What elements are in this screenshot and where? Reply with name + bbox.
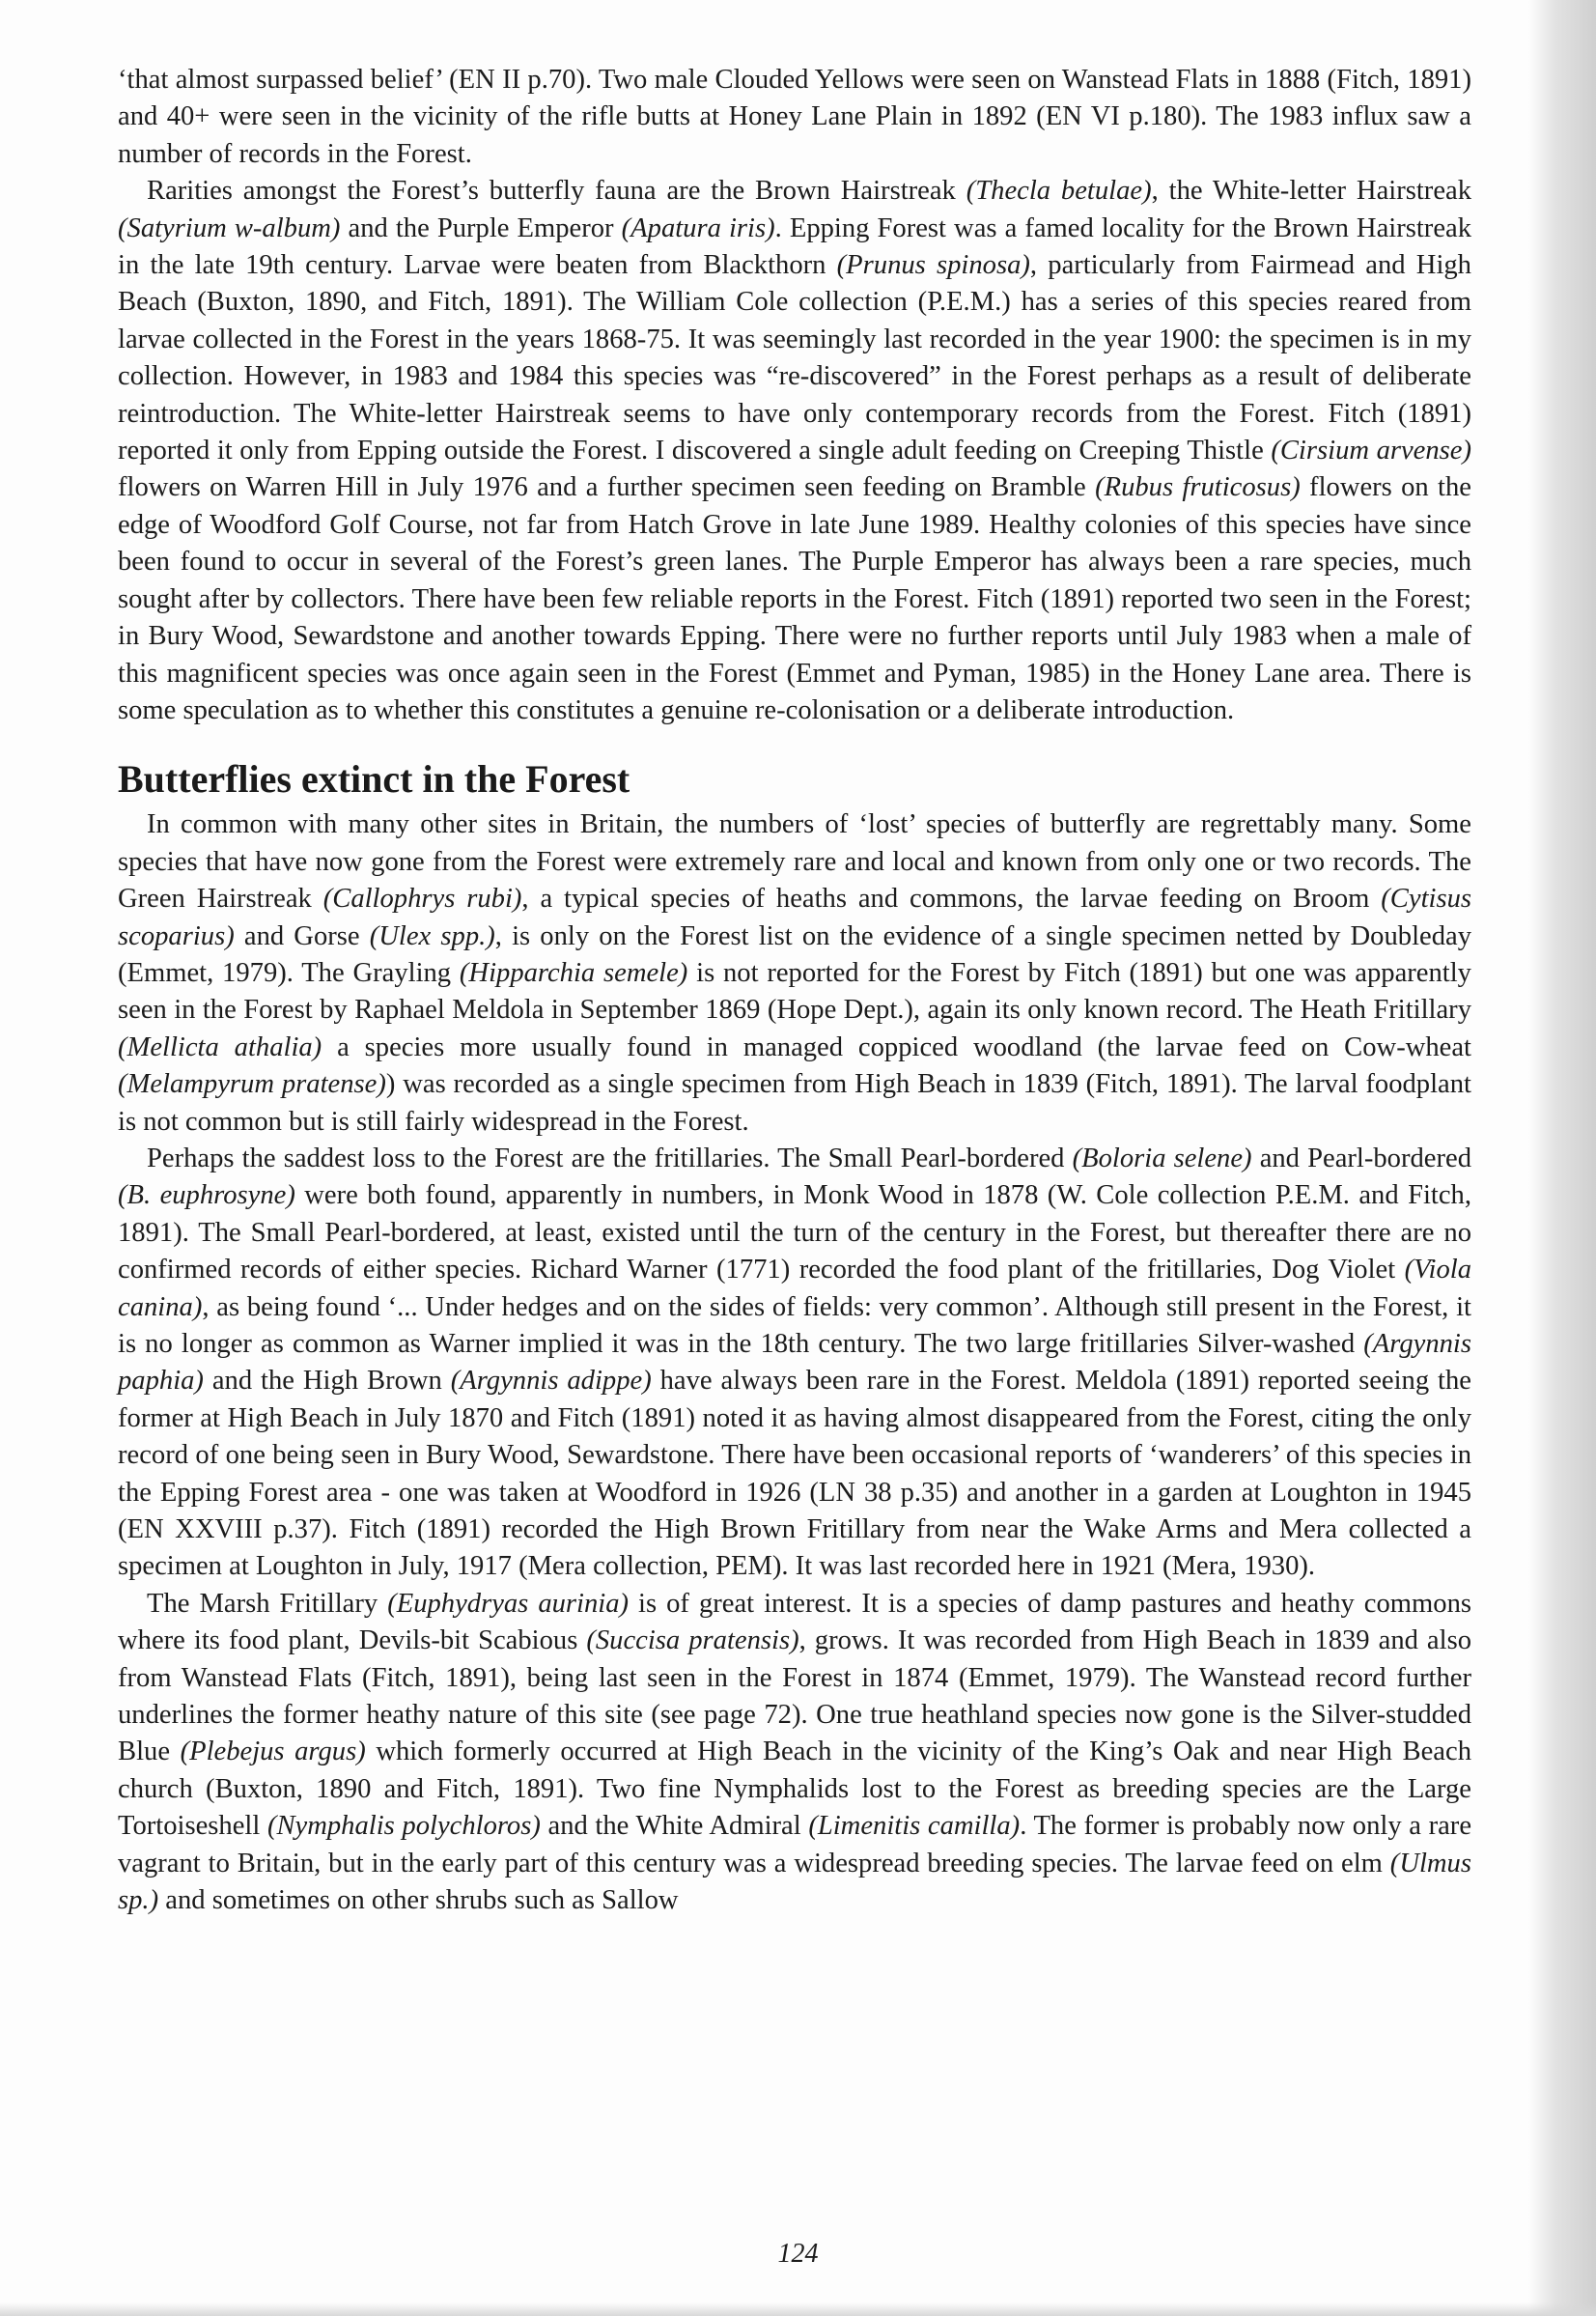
paragraph-text: , the White-letter Hairstreak xyxy=(1151,176,1471,207)
species-name: (Prunus spinosa) xyxy=(836,250,1030,281)
species-name: (Rubus fruticosus) xyxy=(1095,472,1301,503)
paragraph-text: and Pearl-bordered xyxy=(1251,1143,1471,1173)
species-name: (Cytisus scoparius) xyxy=(118,884,1472,951)
paragraph-text: . The former is probably now only a rare vagrant to Britain, but in the early part of this century was a widespread breeding species. The larvae feed on elm xyxy=(118,1811,1472,1878)
species-name: (Limenitis camilla) xyxy=(808,1811,1021,1842)
species-name: (Plebejus argus) xyxy=(180,1737,366,1767)
species-name: (Nymphalis polychloros) xyxy=(266,1811,541,1842)
species-name: (Mellicta athalia) xyxy=(118,1031,322,1062)
paragraph-text: which formerly occurred at High Beach in the vicinity of the King’s Oak and near High Beach church (Buxton, 1890 and Fitch, 1891). Two fine Nymphalids lost to the Forest as breeding species are the Large Tortoiseshell xyxy=(118,1737,1471,1842)
species-name: (B. euphrosyne) xyxy=(118,1180,295,1211)
page-number: 124 xyxy=(777,2239,819,2269)
paragraph-text: and the White Admiral xyxy=(540,1811,809,1842)
species-name: (Boloria selene) xyxy=(1072,1143,1252,1173)
paragraph-text: have always been rare in the Forest. Meldola (1891) reported seeing the former at High Beach in July 1870 and Fitch (1891) noted it as having almost disappeared from the Forest, citing the only record of one being seen in Bury Wood, Sewardstone. There have been occasional reports of ‘wanderers’ of this species in the Epping Forest area - one was taken at Woodford in 1926 (LN 38 p.35) and another in a garden at Loughton in 1945 (EN XXVIII p.37). Fitch (1891) recorded the High Brown Fritillary from near the Wake Arms and Mera collected a specimen at Loughton in July, 1917 (Mera collection, PEM). It was last recorded here in 1921 (Mera, 1930). xyxy=(118,1366,1471,1582)
paragraph-text: flowers on the edge of Woodford Golf Course, not far from Hatch Grove in late June 1989. Healthy colonies of this species have since been found to occur in several of the Forest’s green lanes. The Purple Emperor has always been a rare species, much sought after by collectors. There have been few reliable reports in the Forest. Fitch (1891) reported two seen in the Forest; in Bury Wood, Sewardstone and another towards Epping. There were no further reports until July 1983 when a male of this magnificent species was once again seen in the Forest (Emmet and Pyman, 1985) in the Honey Lane area. There is some speculation as to whether this constitutes a genuine re-colonisation or a deliberate introduction. xyxy=(118,472,1471,725)
paragraph-text: In common with many other sites in Britain, the numbers of ‘lost’ species of butterfly are regrettably many. Some species that have now gone from the Forest were extremely rare and local and known from only one or two records. The Green Hairstreak xyxy=(118,809,1471,915)
paragraph-text: flowers on Warren Hill in July 1976 and a further specimen seen feeding on Bramble xyxy=(118,472,1096,503)
species-name: (Satyrium w-album) xyxy=(118,212,341,243)
paragraph-text: ‘that almost surpassed belief’ (EN II p.70). Two male Clouded Yellows were seen on Wanstead Flats in 1888 (Fitch, 1891) and 40+ were seen in the vicinity of the rifle butts at Honey Lane Plain in 1892 (EN VI p.180). The 1983 influx saw a number of records in the Forest. xyxy=(118,65,1471,169)
species-name: (Ulmus sp.) xyxy=(118,1848,1471,1916)
paragraph-text: , is only on the Forest list on the evidence of a single specimen netted by Doubleday (Emmet, 1979). The Grayling xyxy=(118,920,1471,988)
paragraph-text: Perhaps the saddest loss to the Forest are the fritillaries. The Small Pearl-bordered xyxy=(147,1143,1073,1173)
paragraph-text: a species more usually found in managed coppiced woodland (the larvae feed on Cow-wheat xyxy=(322,1031,1471,1062)
paragraph xyxy=(118,1141,1471,1586)
paragraph-text: is of great interest. It is a species of damp pastures and heathy commons where its food plant, Devils-bit Scabious xyxy=(118,1588,1472,1656)
paragraph xyxy=(118,806,1471,1141)
species-name: (Euphydryas aurinia) xyxy=(387,1588,630,1619)
page-edge-shadow xyxy=(1528,0,1596,2316)
species-name: (Callophrys rubi) xyxy=(322,884,522,915)
species-name: (Thecla betulae) xyxy=(966,176,1152,207)
page-bottom-shadow xyxy=(0,2302,1596,2316)
paragraph-text: and sometimes on other shrubs such as Sallow xyxy=(158,1885,679,1916)
paragraph-text: , as being found ‘... Under hedges and on the sides of fields: very common’. Although still present in the Forest, it is no longer as common as Warner implied it was in the 18th century. The two large fritillaries Silver-washed xyxy=(118,1291,1471,1359)
species-name: (Ulex spp.) xyxy=(369,920,495,951)
species-name: (Apatura iris) xyxy=(621,212,775,243)
paragraph-text: and Gorse xyxy=(234,920,370,951)
paragraph-text: were both found, apparently in numbers, in Monk Wood in 1878 (W. Cole collection P.E.M. and Fitch, 1891). The Small Pearl-bordered, at least, existed until the turn of the century in the Forest, but thereafter there are no confirmed records of either species. Richard Warner (1771) recorded the food plant of the fritillaries, Dog Violet xyxy=(118,1180,1472,1285)
paragraph-text: . Epping Forest was a famed locality for the Brown Hairstreak in the late 19th century. Larvae were beaten from Blackthorn xyxy=(118,212,1472,281)
text-column xyxy=(118,62,1471,1920)
paragraph-text: , particularly from Fairmead and High Beach (Buxton, 1890, and Fitch, 1891). The William Cole collection (P.E.M.) has a series of this species reared from larvae collected in the Forest in the years 1868-75. It was seemingly last recorded in the year 1900: the specimen is in my collection. However, in 1983 and 1984 this species was “re-discovered” in the Forest perhaps as a result of deliberate reintroduction. The White-letter Hairstreak seems to have only contemporary records from the Forest. Fitch (1891) reported it only from Epping outside the Forest. I discovered a single adult feeding on Creeping Thistle xyxy=(118,250,1471,466)
paragraph-text: ) was recorded as a single specimen from High Beach in 1839 (Fitch, 1891). The larval foodplant is not common but is still fairly widespread in the Forest. xyxy=(118,1069,1471,1137)
paragraph-text: Rarities amongst the Forest’s butterfly fauna are the Brown Hairstreak xyxy=(147,176,966,207)
species-name: (Cirsium arvense) xyxy=(1271,436,1472,466)
species-name: (Succisa pratensis) xyxy=(586,1625,799,1656)
paragraph xyxy=(118,1586,1471,1920)
section-heading: Butterflies extinct in the Forest xyxy=(118,757,630,802)
paragraph-text: is not reported for the Forest by Fitch (1891) but one was apparently seen in the Forest by Raphael Meldola in September 1869 (Hope Dept.), again its only known record. The Heath Fritillary xyxy=(118,957,1471,1026)
species-name: (Viola canina) xyxy=(118,1255,1471,1322)
paragraph xyxy=(118,62,1471,173)
paragraph-text: The Marsh Fritillary xyxy=(147,1588,388,1619)
species-name: (Argynnis adippe) xyxy=(450,1366,652,1397)
paragraph xyxy=(118,173,1471,729)
paragraph-text: and the High Brown xyxy=(203,1366,451,1397)
paragraph-text: , grows. It was recorded from High Beach in 1839 and also from Wanstead Flats (Fitch, 1891), being last seen in the Forest in 1874 (Emmet, 1979). The Wanstead record further underlines the former heathy nature of this site (see page 72). One true heathland species now gone is the Silver-studded Blue xyxy=(118,1625,1471,1767)
paragraph-text: and the Purple Emperor xyxy=(340,212,622,243)
species-name: (Hipparchia semele) xyxy=(459,957,688,988)
species-name: (Argynnis paphia) xyxy=(118,1329,1471,1397)
species-name: (Melampyrum pratense) xyxy=(118,1069,386,1100)
paragraph-text: , a typical species of heaths and commons, the larvae feeding on Broom xyxy=(521,884,1382,915)
